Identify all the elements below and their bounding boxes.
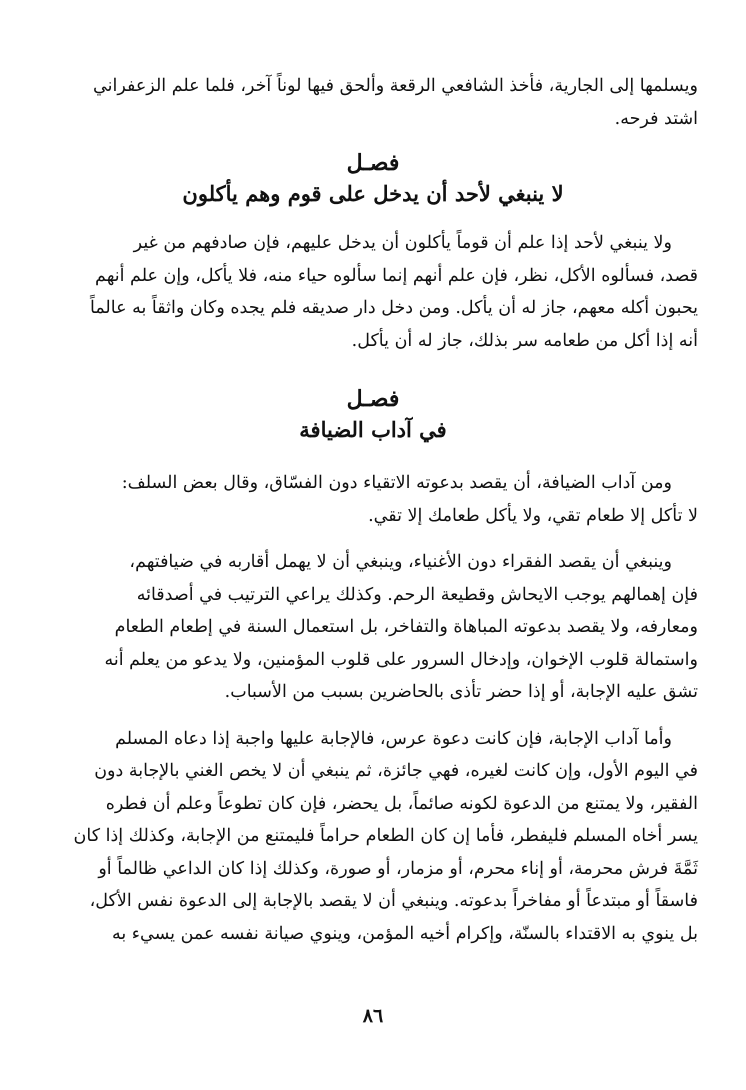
text-line: أنه إذا أكل من طعامه سر بذلك، جاز له أن يأكل. <box>351 330 698 351</box>
section-title: لا ينبغي لأحد أن يدخل على قوم وهم يأكلون <box>182 181 564 206</box>
text-line: بل ينوي به الاقتداء بالسنّة، وإكرام أخيه المؤمن، وينوي صيانة نفسه عمن يسيء به <box>111 923 698 944</box>
section-heading <box>48 385 698 447</box>
text-line: ومن آداب الضيافة، أن يقصد بدعوته الاتقياء دون الفسّاق، وقال بعض السلف: <box>121 473 672 493</box>
paragraph <box>48 723 698 951</box>
text-line: ويسلمها إلى الجارية، فأخذ الشافعي الرقعة وألحق فيها لوناً آخر، فلما علم الزعفراني <box>93 76 698 96</box>
text-line: ومعارفه، ولا يقصد بدعوته المباهاة والتفاخر، بل استعمال السنة في إطعام الطعام <box>114 617 698 637</box>
section-heading <box>48 149 698 211</box>
text-line: وأما آداب الإجابة، فإن كانت دعوة عرس، فالإجابة عليها واجبة إذا دعاه المسلم <box>115 728 672 749</box>
text-line: تشق عليه الإجابة، أو إذا حضر تأذى بالحاضرين بسبب من الأسباب. <box>224 682 698 702</box>
text-line: في اليوم الأول، وإن كانت لغيره، فهي جائزة، ثم ينبغي أن لا يخص الغني بالإجابة دون <box>94 761 698 781</box>
paragraph <box>48 546 698 709</box>
page-number: ٨٦ <box>362 1005 384 1027</box>
text-line: الفقير، ولا يمتنع من الدعوة لكونه صائماً، بل يحضر، فإن كان تطوعاً وعلم أن فطره <box>105 793 698 814</box>
paragraph-continuation <box>48 70 698 135</box>
text-line: لا تأكل إلا طعام تقي، ولا يأكل طعامك إلا تقي. <box>368 505 698 526</box>
paragraph <box>48 467 698 532</box>
text-line: يحبون أكله معهم، جاز له أن يأكل. ومن دخل دار صديقه فلم يجده وكان واثقاً به عالماً <box>89 298 698 318</box>
fasl-heading: فصـل <box>346 386 400 412</box>
text-line: قصد، فسألوه الأكل، نظر، فإن علم أنهم إنما سألوه حياء منه، فلا يأكل، وإن علم أنهم <box>95 265 698 286</box>
text-line: اشتد فرحه. <box>614 108 698 129</box>
fasl-heading: فصـل <box>346 150 400 176</box>
text-line: فإن إهمالهم يوجب الايحاش وقطيعة الرحم. وكذلك يراعي الترتيب في أصدقائه <box>136 584 698 605</box>
paragraph <box>48 227 698 357</box>
text-line: فاسقاً أو مبتدعاً أو مفاخراً بدعوته. وينبغي أن لا يقصد بالإجابة إلى الدعوة نفس الأكل، <box>89 891 698 911</box>
page-body <box>48 70 698 950</box>
text-line: وينبغي أن يقصد الفقراء دون الأغنياء، وينبغي أن لا يهمل أقاربه في ضيافتهم، <box>129 552 672 572</box>
section-title: في آداب الضيافة <box>299 417 447 442</box>
text-line: ثَمَّةَ فرش محرمة، أو إناء محرم، أو مزمار، أو صورة، وكذلك إذا كان الداعي ظالماً أو <box>98 858 698 879</box>
text-line: ولا ينبغي لأحد إذا علم أن قوماً يأكلون أن يدخل عليهم، فإن صادفهم من غير <box>133 233 672 253</box>
text-line: واستمالة قلوب الإخوان، وإدخال السرور على قلوب المؤمنين، ولا يدعو من يعلم أنه <box>104 649 698 670</box>
text-line: يسر أخاه المسلم فليفطر، فأما إن كان الطعام حراماً فليمتنع من الإجابة، وكذلك إذا كان <box>73 826 698 846</box>
